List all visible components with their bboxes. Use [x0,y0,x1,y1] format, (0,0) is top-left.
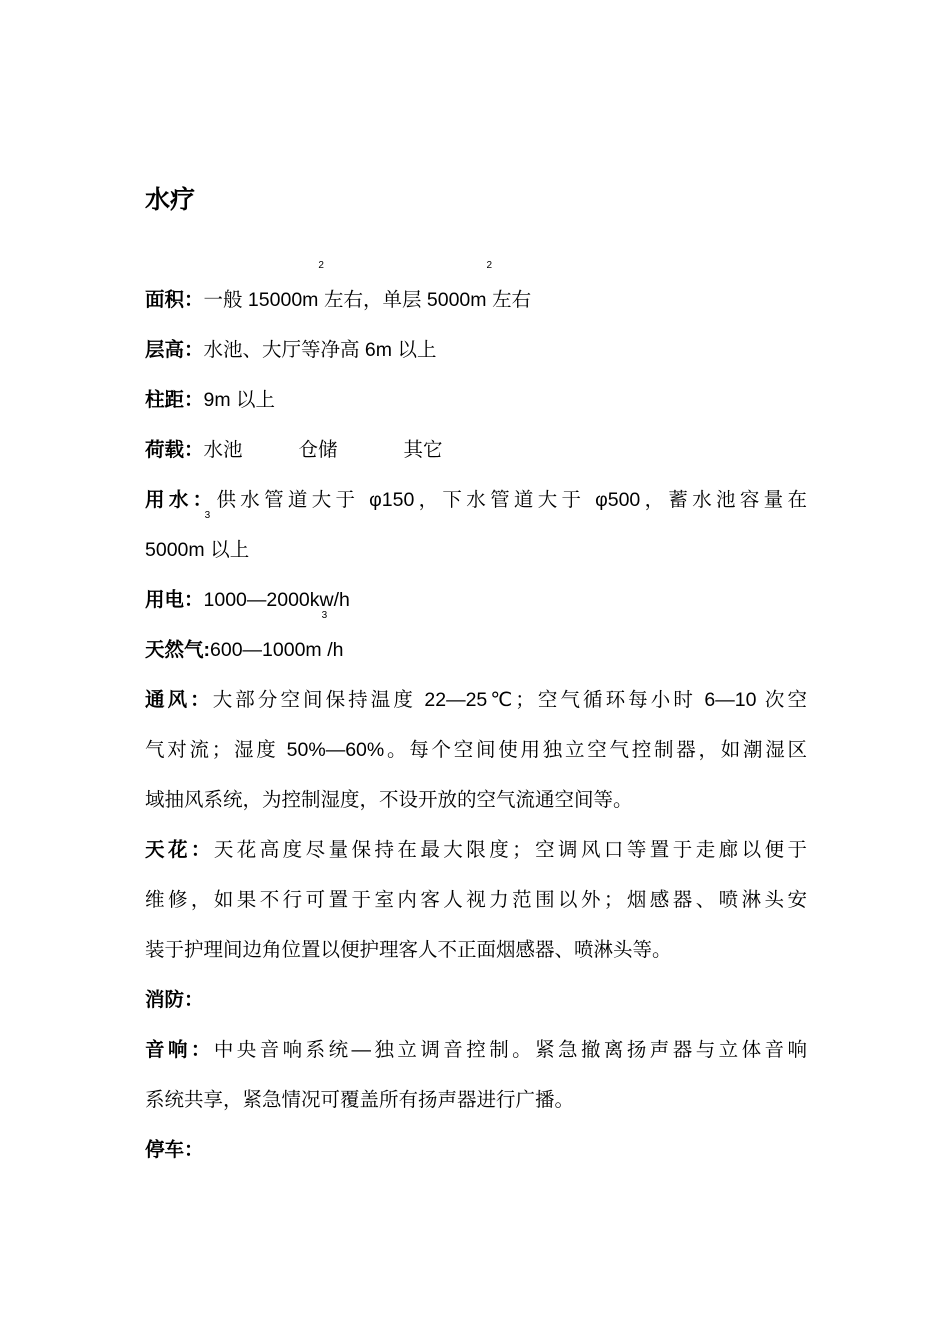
spec-value: /h [327,639,344,661]
spec-value: 供水管道大于 φ150，下水管道大于 φ500，蓄水池容量在 [216,489,807,511]
spec-ceiling [145,825,807,875]
spec-label: 用水： [145,489,217,511]
spec-gas [145,610,807,675]
spec-ventilation-cont [145,725,807,775]
superscript: 2 [318,260,324,271]
spec-value: 左右 [492,289,532,311]
spec-value: 1000—2000kw/h [203,589,350,611]
spec-value: 维修，如果不行可置于室内客人视力范围以外；烟感器、喷淋头安 [145,889,807,911]
spec-value: 600—1000m [210,639,322,661]
spec-value: 9m 以上 [203,389,276,411]
spec-value: 系统共享，紧急情况可覆盖所有扬声器进行广播。 [145,1089,575,1111]
spec-ceiling-cont [145,925,807,975]
spec-power [145,575,807,625]
spec-value: 天花高度尽量保持在最大限度；空调风口等置于走廊以便于 [213,839,807,861]
spec-value: 域抽风系统，为控制湿度，不设开放的空气流通空间等。 [145,789,633,811]
spec-audio [145,1025,807,1075]
spec-column [145,375,807,425]
superscript: 2 [486,260,493,271]
spec-value: 以上 [210,539,250,561]
spec-label: 停车： [145,1139,204,1161]
superscript: 3 [204,510,211,521]
spec-label: 用电： [145,589,204,611]
spec-load [145,425,807,475]
spec-water-cont [145,510,807,575]
spec-list [145,260,807,1175]
spec-area [145,260,807,325]
spec-label: 层高： [145,339,204,361]
spec-value: 装于护理间边角位置以便护理客人不正面烟感器、喷淋头等。 [145,939,672,961]
spec-label: 消防： [145,989,204,1011]
spec-value: 水池、大厅等净高 6m 以上 [203,339,437,361]
load-col-other: 其它 [403,439,443,461]
page-title: 水疗 [145,186,196,214]
spec-parking [145,1125,807,1175]
load-col-storage: 仓储 [298,439,338,461]
spec-label: 荷载： [145,439,204,461]
spec-label: 天花： [145,839,214,861]
spec-value: 大部分空间保持温度 22—25℃；空气循环每小时 6—10 次空 [212,689,807,711]
spec-fire [145,975,807,1025]
spec-label: 柱距： [145,389,204,411]
superscript: 3 [321,610,328,621]
spec-value: 左右，单层 5000m [323,289,487,311]
spec-value: 5000m [145,539,205,561]
load-col-pool: 水池 [203,439,243,461]
spec-label: 天然气: [145,639,210,661]
spec-label: 面积： [145,289,204,311]
spec-water [145,475,807,525]
spec-audio-cont [145,1075,807,1125]
spec-ventilation [145,675,807,725]
spec-value: 一般 15000m [203,289,319,311]
spec-ceiling-cont [145,875,807,925]
spec-label: 通风： [145,689,213,711]
spec-value: 中央音响系统—独立调音控制。紧急撤离扬声器与立体音响 [213,1039,807,1061]
spec-ventilation-cont [145,775,807,825]
spec-label: 音响： [145,1039,214,1061]
spec-height [145,325,807,375]
spec-value: 气对流；湿度 50%—60%。每个空间使用独立空气控制器，如潮湿区 [145,739,807,761]
